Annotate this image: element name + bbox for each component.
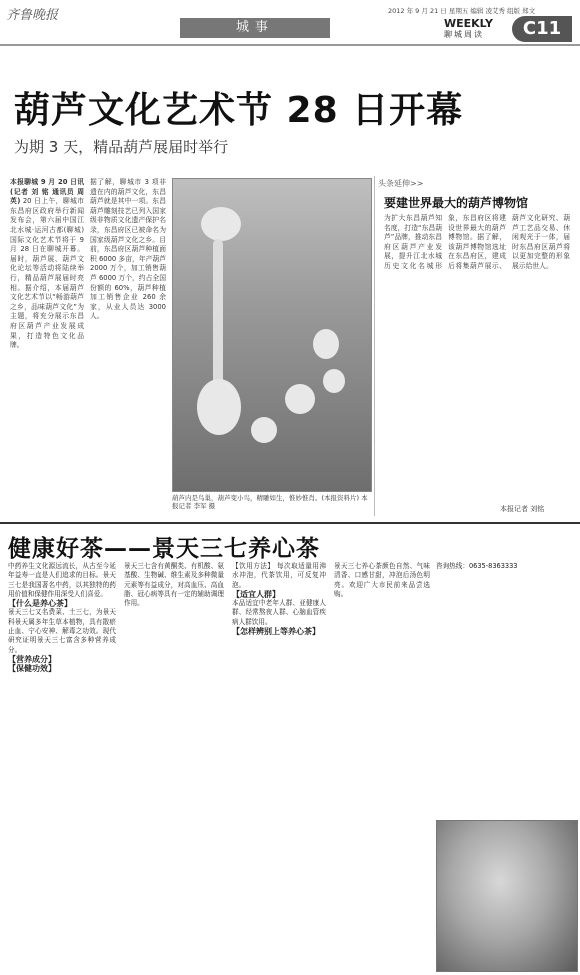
plant-photo <box>436 820 578 972</box>
tea-headline: 健康好茶——景天三七养心茶 <box>8 536 320 562</box>
lead-body-col2: 据了解，聊城市 3 项非遗在内的葫芦文化，东昌葫芦就是其中一项。东昌葫芦雕刻技艺已列入国家级非物质文化遗产保护名录，东昌府区已被命名为国家级葫芦文化之乡。目前，东昌府区葫芦种植面积 6000 多亩，年产葫芦 2000 万个，加工销售葫芦 6000 万个，约占全国份额的 60%，葫芦种植加工销售企业 260 余家，从业人员达 3000 人。 <box>90 178 166 321</box>
newspaper-logo: 齐鲁晚报 <box>6 8 59 23</box>
tea-col5 <box>436 562 574 812</box>
gourd-small-3 <box>251 417 277 443</box>
section-divider <box>0 522 580 524</box>
tea-contact: 咨询热线：0635-8363333 <box>436 562 518 570</box>
tea-col4: 景天三七养心茶颜色自然、气味清香、口感甘甜，冲泡后汤色明亮。欢迎广大市民前来品尝选购。 <box>334 562 430 598</box>
gourd-bird-head <box>201 207 241 241</box>
side-kicker: 头条延伸>> <box>378 179 424 188</box>
weekly-en: WEEKLY <box>444 17 493 30</box>
lead-col1-text: 20 日上午，聊城市东昌府区政府举行新闻发布会，第六届中国江北水城·运河古都(聊城)国际文化艺术节将于 9 月 28 日在聊城开幕。届时，葫芦展、葫芦文化论坛等活动将陆续举行，精品葫芦展届时亮相。据介绍，本届葫芦文化艺术节以“畅游葫芦之乡，品味葫芦文化”为主题，将充分展示东昌府区葫芦产业发展成果，打造特色文化品牌。 <box>10 197 84 350</box>
tea-heading-what: 【什么是养心茶】 <box>8 599 72 609</box>
gourd-base <box>197 379 241 435</box>
gourd-small-2 <box>285 384 315 414</box>
lead-byline: 本报聊城 9 月 20 日讯(记者 刘 铭 通讯员 周 英) <box>10 178 84 206</box>
tea-col2: 景天三七含有黄酮类、有机酸、氨基酸、生物碱、维生素及多种微量元素等有益成分，对高血压、高血脂、冠心病等具有一定的辅助调理作用。 <box>124 562 224 608</box>
side-credit: 本报记者 刘铭 <box>500 505 545 513</box>
gourd-small-4 <box>323 369 345 393</box>
photo-credit: 本报记者 李军 摄 <box>172 494 368 510</box>
page-number-badge: C11 <box>512 16 572 42</box>
photo-caption <box>172 494 370 510</box>
side-headline: 要建世界最大的葫芦博物馆 <box>384 196 529 210</box>
tea-col1-body: 景天三七又名费菜、土三七，为景天科景天属多年生草本植物，具有散瘀止血、宁心安神、解毒之功效。现代研究证明景天三七富含多种营养成分。 <box>8 608 116 654</box>
lead-body-col1 <box>10 178 84 514</box>
issue-meta: 2012 年 9 月 21 日 星期五 编辑 凌艾秀 组版 郑文 <box>388 7 536 15</box>
tea-heading-nutrition: 【营养成分】 <box>8 654 56 664</box>
gourd-small-1 <box>313 329 339 359</box>
tea-col3-body: 本品适宜中老年人群、亚健康人群、经常熬夜人群、心脑血管疾病人群饮用。 <box>232 599 326 626</box>
tea-col1-intro: 中药养生文化源远流长，从古至今延年益寿一直是人们追求的目标。景天三七是我国著名中药，以其独特的药用价值和保健作用深受人们喜爱。 <box>8 562 116 598</box>
side-body: 为扩大东昌葫芦知名度，打造“东昌葫芦”品牌，推动东昌府区葫芦产业发展，提升江北水城历史文化名城形象，东昌府区将建设世界最大的葫芦博物馆。据了解，该葫芦博物馆选址在东昌府区，建成后将集葫芦展示、葫芦文化研究、葫芦工艺品交易、休闲观光于一体，届时东昌府区葫芦将以更加完整的形象展示给世人。 <box>384 214 570 270</box>
gourd-neck <box>213 239 223 389</box>
photo-caption-text: 葫芦内是鸟巢，葫芦变小鸟，精雕如生，惟妙惟肖。(本报资料片) <box>172 494 360 502</box>
tea-heading-benefits: 【保健功效】 <box>8 664 56 674</box>
weekly-cn: 聊城周读 <box>444 30 484 39</box>
lead-subhead: 为期 3 天，精品葫芦展届时举行 <box>14 138 229 156</box>
tea-heading-identify: 【怎样辨别上等养心茶】 <box>232 627 320 637</box>
tea-heading-audience: 【适宜人群】 <box>232 589 280 599</box>
gourd-photo <box>172 178 372 492</box>
section-label: 城事 <box>180 18 330 38</box>
tea-col3-text: 【饮用方法】 每次取适量用沸水冲泡，代茶饮用，可反复冲泡。 <box>232 562 326 589</box>
header-rule <box>0 44 580 46</box>
weekly-brand <box>444 18 493 40</box>
tea-col3 <box>232 562 326 970</box>
tea-col1 <box>8 562 116 970</box>
lead-headline: 葫芦文化艺术节 28 日开幕 <box>14 90 464 131</box>
